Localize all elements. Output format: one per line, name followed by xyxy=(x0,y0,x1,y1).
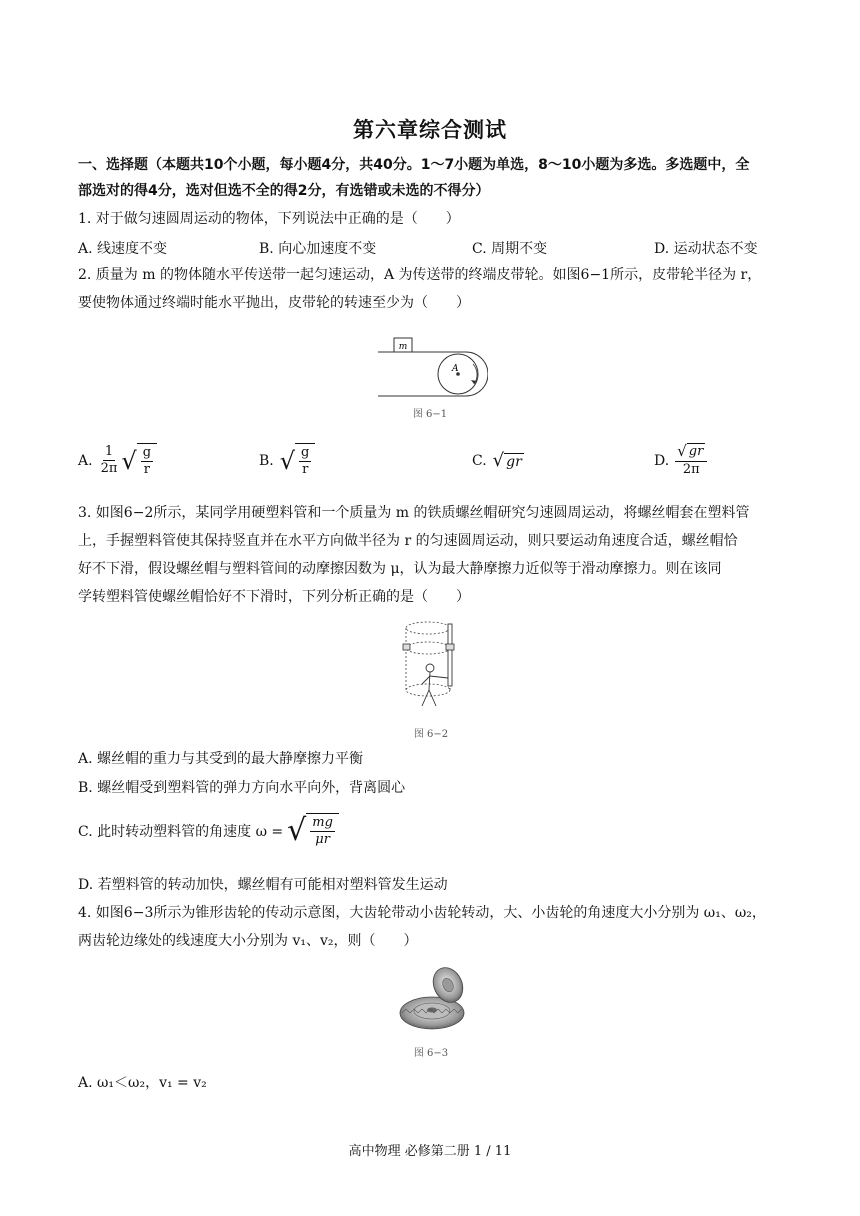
q3-option-c-num: mg xyxy=(312,815,333,830)
q3-stem-line-4: 学转塑料管使螺丝帽恰好不下滑时，下列分析正确的是（ ） xyxy=(78,589,470,605)
figure-6-1-mass-label: m xyxy=(398,342,408,352)
q2-option-b-rad-den: r xyxy=(302,462,309,477)
q1-options xyxy=(78,238,788,260)
q3-option-c: C. 此时转动塑料管的角速度 ω = √ $\frac{mg}{\mu r}$ xyxy=(78,813,339,848)
q2-option-a-num: 1 xyxy=(104,444,114,459)
q1-option-a: A. 线速度不变 xyxy=(78,241,168,257)
q2-stem-line-1: 2. 质量为 m 的物体随水平传送带一起匀速运动，A 为传送带的终端皮带轮。如图6−1所示，皮带轮半径为 r， xyxy=(78,267,762,283)
q2-option-d-den: 2π xyxy=(682,462,700,477)
q1-option-d: D. 运动状态不变 xyxy=(654,241,758,257)
q2-option-d-prefix: D. xyxy=(654,452,670,469)
q3-stem-line-2: 上，手握塑料管使其保持竖直并在水平方向做半径为 r 的匀速圆周运动，则只要运动角速度合适，螺丝帽恰 xyxy=(78,533,738,549)
q3-stem-line-1: 3. 如图6−2所示，某同学用硬塑料管和一个质量为 m 的铁质螺丝帽研究匀速圆周运动，将螺丝帽套在塑料管 xyxy=(78,505,750,521)
q1-option-b: B. 向心加速度不变 xyxy=(259,241,377,257)
page-title: 第六章综合测试 xyxy=(353,118,507,142)
figure-6-1-caption: 图 6−1 xyxy=(412,409,448,420)
figure-6-1-wheel-label: A xyxy=(452,364,459,374)
q2-option-a-prefix: A. xyxy=(78,452,93,469)
q1-option-c: C. 周期不变 xyxy=(472,241,548,257)
q3-option-c-den: μr xyxy=(315,832,330,847)
q2-option-d-rad: gr xyxy=(688,444,704,459)
figure-6-2-spinning-tube xyxy=(398,618,464,722)
section-heading-line-2: 部选对的得4分，选对但选不全的得2分，有选错或未选的不得分） xyxy=(78,183,490,199)
q2-option-a-rad-num: g xyxy=(142,445,152,460)
q2-stem-line-2: 要使物体通过终端时能水平抛出，皮带轮的转速至少为（ ） xyxy=(78,295,470,311)
section-heading-line-1: 一、选择题（本题共10个小题，每小题4分，共40分。1～7小题为单选，8～10小题为多选。多选题中，全 xyxy=(78,157,750,173)
q2-option-b-rad-num: g xyxy=(301,445,310,460)
q1-stem: 1. 对于做匀速圆周运动的物体，下列说法中正确的是（ ） xyxy=(78,211,460,227)
q2-option-a: A. $\frac{1}{2\pi}$ √ $\frac{g}{r}$ xyxy=(78,443,157,478)
q2-option-c-rad: gr xyxy=(506,453,522,470)
q2-option-c: C. √ gr xyxy=(472,450,522,471)
page-footer: 高中物理 必修第二册 1 / 11 xyxy=(348,1144,512,1159)
figure-6-3-caption: 图 6−3 xyxy=(413,1048,449,1059)
q2-option-b: B. √ $\frac{g}{r}$ xyxy=(259,443,315,478)
figure-6-1-conveyor xyxy=(378,330,488,402)
q2-option-b-prefix: B. xyxy=(259,452,274,469)
q3-option-a: A. 螺丝帽的重力与其受到的最大静摩擦力平衡 xyxy=(78,751,364,767)
q3-stem-line-3: 好不下滑，假设螺丝帽与塑料管间的动摩擦因数为 μ，认为最大静摩擦力近似等于滑动摩擦力。则在该同 xyxy=(78,561,722,577)
q4-stem-line-2: 两齿轮边缘处的线速度大小分别为 v₁、v₂，则（ ） xyxy=(78,933,418,949)
q2-option-c-prefix: C. xyxy=(472,453,487,469)
q3-option-c-prefix: C. 此时转动塑料管的角速度 ω = xyxy=(78,823,284,840)
q4-option-a: A. ω₁＜ω₂，v₁ = v₂ xyxy=(78,1075,207,1091)
q3-option-b: B. 螺丝帽受到塑料管的弹力方向水平向外，背离圆心 xyxy=(78,780,406,796)
q4-stem-line-1: 4. 如图6−3所示为锥形齿轮的传动示意图，大齿轮带动小齿轮转动，大、小齿轮的角速度大小分别为 ω₁、ω₂， xyxy=(78,905,766,921)
q2-option-a-den: 2π xyxy=(100,461,118,476)
q2-option-d: D. √ gr 2π xyxy=(654,443,709,478)
figure-6-2-caption: 图 6−2 xyxy=(413,729,449,740)
figure-6-3-bevel-gears xyxy=(398,963,470,1039)
q3-option-d: D. 若塑料管的转动加快，螺丝帽有可能相对塑料管发生运动 xyxy=(78,877,448,893)
q2-option-a-rad-den: r xyxy=(143,462,150,477)
